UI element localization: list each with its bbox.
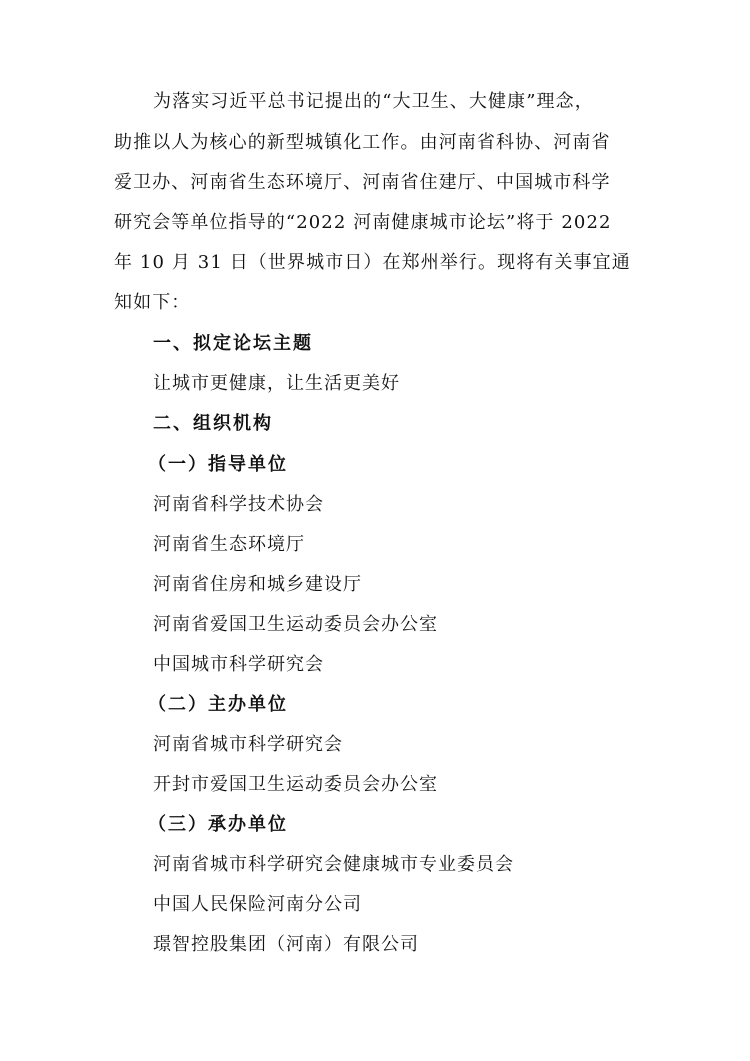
section1-heading: 一、拟定论坛主题 [153,333,313,354]
organizer-units-heading: （三）承办单位 [148,814,288,835]
guide-unit-item: 中国城市科学研究会 [153,654,324,675]
intro-line-1: 为落实习近平总书记提出的“大卫生、大健康”理念， [153,91,594,112]
intro-line-6: 知如下： [114,292,191,313]
organizer-unit-item: 中国人民保险河南分公司 [153,894,362,915]
intro-line-2: 助推以人为核心的新型城镇化工作。由河南省科协、河南省 [114,132,611,153]
guide-unit-item: 河南省爱国卫生运动委员会办公室 [153,614,438,635]
host-units-heading: （二）主办单位 [148,694,288,715]
organizer-unit-item: 璟智控股集团（河南）有限公司 [153,934,419,955]
section2-heading: 二、组织机构 [153,413,273,434]
intro-line-4: 研究会等单位指导的“2022 河南健康城市论坛”将于 2022 [114,212,612,233]
section1-content: 让城市更健康，让生活更美好 [153,373,400,394]
guide-unit-item: 河南省住房和城乡建设厅 [153,574,362,595]
guide-unit-item: 河南省科学技术协会 [153,494,324,515]
intro-line-3: 爱卫办、河南省生态环境厅、河南省住建厅、中国城市科学 [114,172,611,193]
guide-units-heading: （一）指导单位 [148,454,288,475]
organizer-unit-item: 河南省城市科学研究会健康城市专业委员会 [153,854,514,875]
guide-unit-item: 河南省生态环境厅 [153,534,305,555]
intro-line-5: 年 10 月 31 日（世界城市日）在郑州举行。现将有关事宜通 [114,252,631,273]
host-unit-item: 河南省城市科学研究会 [153,734,343,755]
host-unit-item: 开封市爱国卫生运动委员会办公室 [153,774,438,795]
